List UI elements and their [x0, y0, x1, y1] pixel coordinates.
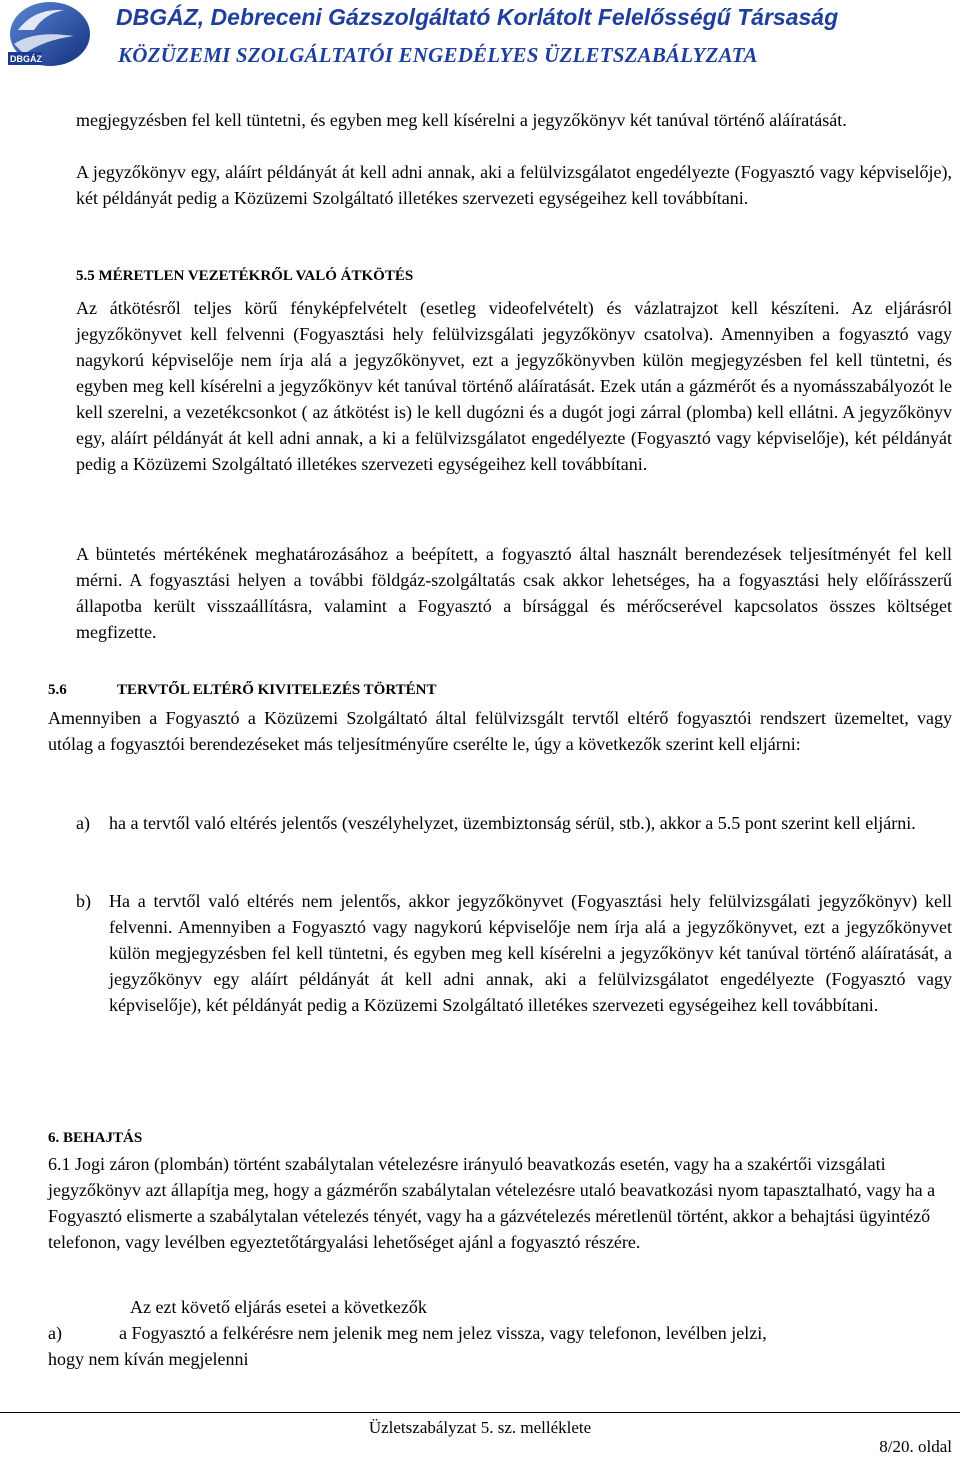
section-heading-6: 6. BEHAJTÁS [48, 1130, 143, 1146]
list-item: ha a tervtől való eltérés jelentős (veszélyhelyzet, üzembiztonság sérül, stb.), akkor a 5.5 pont szerint kell eljárni. [109, 813, 916, 833]
company-logo [4, 0, 92, 70]
paragraph: Az ezt követő eljárás esetei a következők [130, 1297, 427, 1317]
company-name: DBGÁZ, Debreceni Gázszolgáltató Korlátolt Felelősségű Társaság [116, 4, 839, 30]
list-label: a) [76, 813, 90, 833]
document-title: KÖZÜZEMI SZOLGÁLTATÓI ENGEDÉLYES ÜZLETSZABÁLYZATA [118, 43, 758, 67]
list-label: b) [76, 891, 91, 911]
paragraph: A büntetés mértékének meghatározásához a beépített, a fogyasztó által használt berendezések teljesítményét fel kell mérni. A fogyasztási helyen a további földgáz-szolgáltatás csak akkor lehetséges, ha a fogyasztási hely előírásszerű állapotba került visszaállításra, valamint a Fogyasztó a bírsággal és mérőcserével kapcsolatos összes költséget megfizette. [76, 544, 952, 642]
page-number: 8/20. oldal [879, 1437, 952, 1456]
list-item: a Fogyasztó a felkérésre nem jelenik meg nem jelez vissza, vagy telefonon, levélben jelzi, [119, 1323, 767, 1343]
paragraph: Amennyiben a Fogyasztó a Közüzemi Szolgáltató által felülvizsgált tervtől eltérő fogyasztói rendszert üzemeltet, vagy utólag a fogyasztói berendezéseket más teljesítményűre cserélte le, úgy a következők szerint kell eljárni: [48, 708, 952, 754]
section-heading-5-5: 5.5 MÉRETLEN VEZETÉKRŐL VALÓ ÁTKÖTÉS [76, 268, 414, 284]
page-header [0, 0, 960, 76]
footer-divider [0, 1412, 960, 1413]
section-heading-5-6: TERVTŐL ELTÉRŐ KIVITELEZÉS TÖRTÉNT [117, 682, 437, 698]
footer-text: Üzletszabályzat 5. sz. melléklete [368, 1418, 592, 1437]
list-item-continuation: hogy nem kíván megjelenni [48, 1349, 249, 1369]
svg-text:DBGÁZ: DBGÁZ [10, 54, 42, 64]
paragraph: megjegyzésben fel kell tüntetni, és egyben meg kell kísérelni a jegyzőkönyv két tanúval történő aláíratását. [76, 110, 847, 130]
section-number-5-6: 5.6 [48, 682, 67, 698]
paragraph: Az átkötésről teljes körű fényképfelvételt (esetleg videofelvételt) és vázlatrajzot kell készíteni. Az eljárásról jegyzőkönyvet kell felvenni (Fogyasztási hely felülvizsgálati jegyzőkönyv csatolva). Amennyiben a fogyasztó vagy nagykorú képviselője nem írja alá a jegyzőkönyvet, ezt a jegyzőkönyvben külön megjegyzésben fel kell tüntetni, és egyben meg kell kísérelni a jegyzőkönyv két tanúval történő aláíratását. Ezek után a gázmérőt és a nyomásszabályozót le kell szerelni, a vezetékcsonkot ( az átkötést is) le kell dugózni és a dugót jogi zárral (plomba) kell ellátni. A jegyzőkönyv egy, aláírt példányát át kell adni annak, a ki a felülvizsgálatot engedélyezte (Fogyasztó vagy képviselője), két példányát pedig a Közüzemi Szolgáltató illetékes szervezeti egységeihez kell továbbítani. [76, 298, 952, 474]
paragraph: A jegyzőkönyv egy, aláírt példányát át kell adni annak, aki a felülvizsgálatot engedélyezte (Fogyasztó vagy képviselője), két példányát pedig a Közüzemi Szolgáltató illetékes szervezeti egységeihez kell továbbítani. [76, 162, 952, 208]
list-item: Ha a tervtől való eltérés nem jelentős, akkor jegyzőkönyvet (Fogyasztási hely felülvizsgálati jegyzőkönyv) kell felvenni. Amennyiben a Fogyasztó vagy nagykorú képviselője nem írja alá a jegyzőkönyvet, ezt a jegyzőkönyvet külön megjegyzésben fel kell tüntetni, és egyben meg kell kísérelni a jegyzőkönyv két tanúval történő aláíratását, a jegyzőkönyv egy aláírt példányát át kell adni annak, aki a felülvizsgálatot engedélyezte (Fogyasztó vagy képviselője), két példányát pedig a Közüzemi Szolgáltató illetékes szervezeti egységeihez kell továbbítani. [109, 891, 952, 1015]
list-label: a) [48, 1323, 62, 1343]
paragraph: 6.1 Jogi záron (plombán) történt szabálytalan vételezésre irányuló beavatkozás esetén, vagy ha a szakértői vizsgálati jegyzőkönyv azt állapítja meg, hogy a gázmérőn szabálytalan vételezésre utaló beavatkozási nyom tapasztalható, vagy ha a Fogyasztó elismerte a szabálytalan vételezés tényét, vagy ha a gázvételezés méretlenül történt, akkor a behajtási ügyintéző telefonon, vagy levélben egyeztetőtárgyalási lehetőséget ajánl a fogyasztó részére. [48, 1154, 936, 1252]
